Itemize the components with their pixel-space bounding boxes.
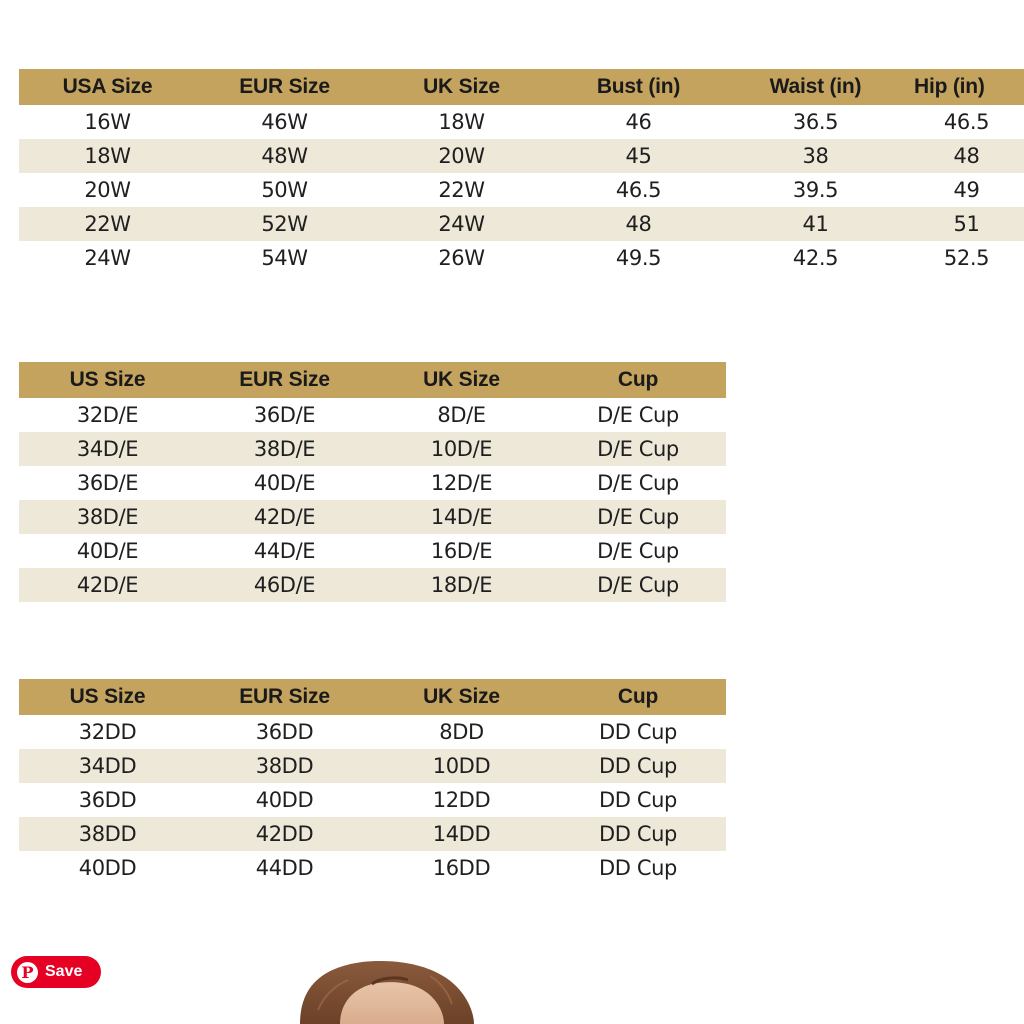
table-cell: D/E Cup [550,534,726,568]
table-cell: 14DD [373,817,550,851]
table-cell: 40D/E [19,534,196,568]
table-cell: 42DD [196,817,373,851]
table-cell: 24W [19,241,196,275]
table-cell: 44DD [196,851,373,885]
column-header: UK Size [373,362,550,398]
column-header: Waist (in) [727,69,904,105]
table-cell: 24W [373,207,550,241]
table-row [19,105,1024,139]
table-cell: 46D/E [196,568,373,602]
model-photo [0,920,1024,1024]
table-cell: 41 [727,207,904,241]
table-row [19,568,726,602]
table-cell: 40DD [19,851,196,885]
column-header: EUR Size [196,69,373,105]
table-cell: 40D/E [196,466,373,500]
table-row [19,851,726,885]
table-cell: 48 [904,139,1024,173]
size-table-women-plus [19,69,1024,275]
table-cell: 52.5 [904,241,1024,275]
table-cell: 18W [373,105,550,139]
table-row [19,749,726,783]
column-header: US Size [19,362,196,398]
table-cell: 26W [373,241,550,275]
table-row [19,432,726,466]
table-cell: 18W [19,139,196,173]
column-header: Cup [550,679,726,715]
table-cell: 34DD [19,749,196,783]
table-row [19,207,1024,241]
table-cell: 51 [904,207,1024,241]
table-cell: 18D/E [373,568,550,602]
table-cell: 46 [550,105,727,139]
column-header: UK Size [373,679,550,715]
table-cell: 42D/E [19,568,196,602]
table-cell: 12DD [373,783,550,817]
column-header: EUR Size [196,679,373,715]
table-cell: 46.5 [904,105,1024,139]
table-cell: 20W [373,139,550,173]
table-cell: 8DD [373,715,550,749]
table-cell: 36D/E [196,398,373,432]
table-row [19,139,1024,173]
table-cell: 38D/E [196,432,373,466]
table-cell: D/E Cup [550,432,726,466]
table-cell: 8D/E [373,398,550,432]
table-cell: 36D/E [19,466,196,500]
table-cell: 42.5 [727,241,904,275]
table-header-row [19,362,726,398]
table-cell: 45 [550,139,727,173]
table-row [19,817,726,851]
table-cell: 46W [196,105,373,139]
table-cell: 36DD [196,715,373,749]
table-row [19,173,1024,207]
table-cell: 50W [196,173,373,207]
table-row [19,715,726,749]
table-cell: 34D/E [19,432,196,466]
column-header: US Size [19,679,196,715]
column-header: Bust (in) [550,69,727,105]
column-header: UK Size [373,69,550,105]
table-cell: 12D/E [373,466,550,500]
table-row [19,783,726,817]
size-table-de-cup [19,362,726,602]
table-cell: DD Cup [550,817,726,851]
table-cell: 14D/E [373,500,550,534]
table-cell: 48W [196,139,373,173]
column-header: USA Size [19,69,196,105]
table-cell: 16W [19,105,196,139]
table-cell: 38D/E [19,500,196,534]
table-cell: D/E Cup [550,500,726,534]
table-cell: 32DD [19,715,196,749]
table-cell: 38DD [196,749,373,783]
table-cell: D/E Cup [550,466,726,500]
model-photo-image [0,920,1024,1024]
column-header: Cup [550,362,726,398]
table-cell: 22W [19,207,196,241]
table-cell: 32D/E [19,398,196,432]
table-cell: 42D/E [196,500,373,534]
table-cell: 10D/E [373,432,550,466]
table-cell: 38DD [19,817,196,851]
table-row [19,500,726,534]
table-row [19,534,726,568]
table-cell: DD Cup [550,783,726,817]
table-cell: 49 [904,173,1024,207]
table-row [19,466,726,500]
table-header-row [19,69,1024,105]
table-cell: 39.5 [727,173,904,207]
table-cell: 54W [196,241,373,275]
table-cell: 10DD [373,749,550,783]
table-cell: D/E Cup [550,568,726,602]
table-cell: 48 [550,207,727,241]
table-cell: D/E Cup [550,398,726,432]
save-button-label: Save [45,963,83,980]
table-cell: 52W [196,207,373,241]
table-cell: 16DD [373,851,550,885]
table-row [19,241,1024,275]
table-cell: 49.5 [550,241,727,275]
table-cell: DD Cup [550,749,726,783]
column-header: Hip (in) [904,69,1024,105]
pinterest-save-button[interactable] [11,956,101,988]
table-cell: 36DD [19,783,196,817]
table-cell: 44D/E [196,534,373,568]
table-cell: DD Cup [550,715,726,749]
size-table-dd-cup [19,679,726,885]
table-cell: DD Cup [550,851,726,885]
table-cell: 36.5 [727,105,904,139]
table-header-row [19,679,726,715]
table-cell: 22W [373,173,550,207]
table-cell: 46.5 [550,173,727,207]
table-row [19,398,726,432]
table-cell: 16D/E [373,534,550,568]
pinterest-icon: P [17,962,38,983]
table-cell: 40DD [196,783,373,817]
column-header: EUR Size [196,362,373,398]
table-cell: 20W [19,173,196,207]
table-cell: 38 [727,139,904,173]
